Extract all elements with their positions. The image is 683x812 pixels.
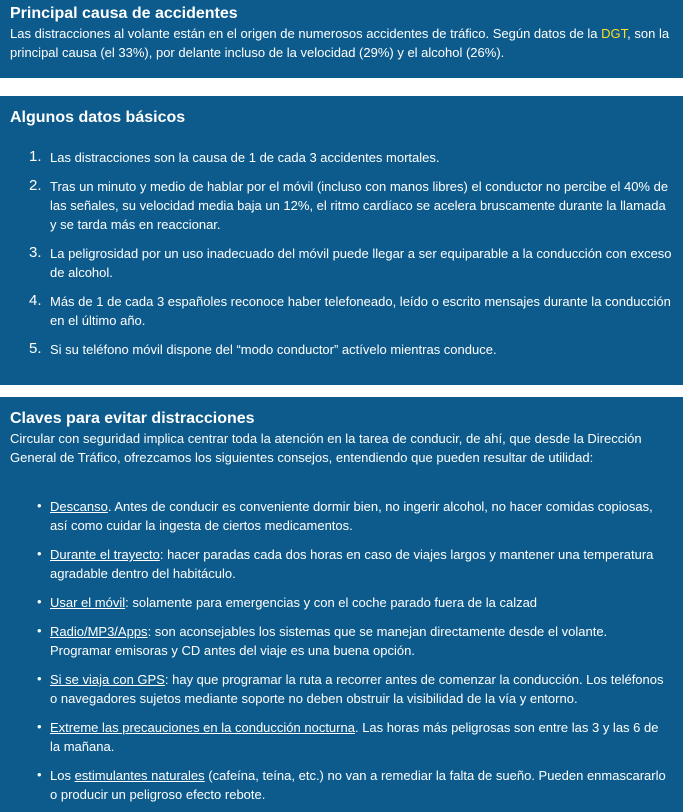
- datos-list: [10, 148, 675, 359]
- list-item: • Radio/MP3/Apps: son aconsejables los sistemas que se manejan directamente desde el volante. Programar emisoras y CD antes del viaje es una buena opción.: [37, 623, 608, 658]
- list-item: • Extreme las precauciones en la conducción nocturna. Las horas más peligrosas son entre las 3 y las 6 de la mañana.: [37, 719, 659, 754]
- list-item: • Usar el móvil: solamente para emergencias y con el coche parado fuera de la calzad: [37, 594, 538, 610]
- estimulantes-link[interactable]: estimulantes naturales: [74, 768, 205, 783]
- bullet-icon: •: [37, 546, 42, 561]
- dgt-link[interactable]: DGT: [601, 26, 628, 41]
- list-item: 3. La peligrosidad por un uso inadecuado del móvil puede llegar a ser equiparable a la conducción con exceso de alcohol.: [29, 244, 672, 280]
- bullet-icon: •: [37, 623, 42, 638]
- gps-link[interactable]: Si se viaja con GPS: [50, 672, 165, 687]
- movil-link[interactable]: Usar el móvil: [50, 595, 126, 610]
- list-item: • Si se viaja con GPS: hay que programar la ruta a recorrer antes de comenzar la conducción. Los teléfonos o navegadores sujetos mediante soporte no deben obstruir la visibilidad de la vía y entorno.: [37, 671, 664, 706]
- list-item: 4. Más de 1 de cada 3 españoles reconoce haber telefoneado, leído o escrito mensajes durante la conducción en el último año.: [29, 292, 671, 328]
- radio-link[interactable]: Radio/MP3/Apps: [50, 624, 148, 639]
- bullet-icon: •: [37, 671, 42, 686]
- bullet-icon: •: [37, 594, 42, 609]
- descanso-link[interactable]: Descanso: [50, 499, 108, 514]
- list-item: 1. Las distracciones son la causa de 1 de cada 3 accidentes mortales.: [29, 148, 440, 165]
- section-title: Algunos datos básicos: [10, 109, 186, 126]
- list-item: 2. Tras un minuto y medio de hablar por el móvil (incluso con manos libres) el conductor no percibe el 40% de las señales, su velocidad media baja un 12%, el ritmo cardíaco se acelera bruscamente durante la llamada y se tarda más en reaccionar.: [29, 177, 669, 232]
- bullet-icon: •: [37, 719, 42, 734]
- section-intro: Circular con seguridad implica centrar toda la atención en la tarea de conducir, de ahí, que desde la Dirección General de Tráfico, ofrezcamos los siguientes consejos, entendiendo que pueden resultar de utilidad:: [10, 431, 642, 465]
- claves-list: [10, 497, 675, 804]
- bullet-icon: •: [37, 767, 42, 782]
- trayecto-link[interactable]: Durante el trayecto: [50, 547, 160, 562]
- section-title: Principal causa de accidentes: [10, 5, 238, 22]
- list-item: • Los estimulantes naturales (cafeína, teína, etc.) no van a remediar la falta de sueño. Pueden enmascararlo o producir un peligroso efecto rebote.: [37, 767, 666, 802]
- section-principal-causa: [0, 0, 683, 78]
- nocturna-link[interactable]: Extreme las precauciones en la conducción nocturna: [50, 720, 355, 735]
- section-paragraph: Las distracciones al volante están en el origen de numerosos accidentes de tráfico. Según datos de la DGT, son la principal causa (el 33%), por delante incluso de la velocidad (29%) y el alcohol (26%).: [10, 26, 670, 60]
- bullet-icon: •: [37, 498, 42, 513]
- section-claves: [0, 397, 683, 812]
- list-item: • Descanso. Antes de conducir es conveniente dormir bien, no ingerir alcohol, no hacer comidas copiosas, así como cuidar la ingesta de ciertos medicamentos.: [37, 498, 653, 533]
- list-item: • Durante el trayecto: hacer paradas cada dos horas en caso de viajes largos y mantener una temperatura agradable dentro del habitáculo.: [37, 546, 654, 581]
- section-datos-basicos: [0, 96, 683, 385]
- section-title: Claves para evitar distracciones: [10, 410, 255, 427]
- list-item: 5. Si su teléfono móvil dispone del “modo conductor” actívelo mientras conduce.: [29, 340, 497, 357]
